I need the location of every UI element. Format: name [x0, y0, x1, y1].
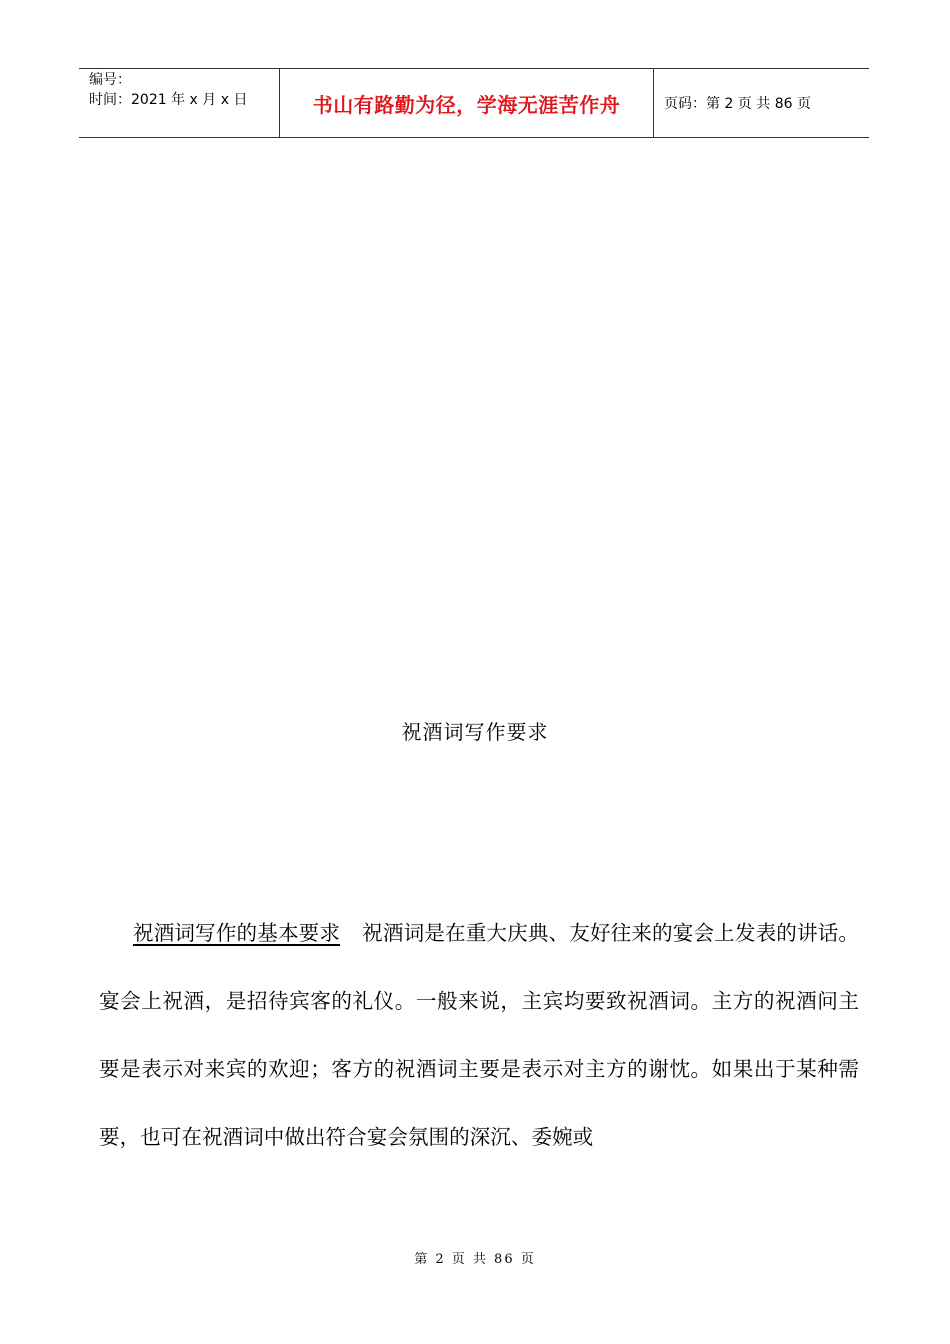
lead-phrase: 祝酒词写作的基本要求: [133, 921, 341, 945]
header-motto-cell: [280, 69, 654, 137]
header-meta-cell: [79, 69, 280, 137]
page-footer: [0, 1248, 950, 1267]
document-header: [79, 68, 869, 138]
footer-page-text: 第 2 页 共 86 页: [414, 1252, 536, 1267]
body-paragraph: [99, 899, 859, 1171]
header-page-info: 页码：第 2 页 共 86 页: [664, 96, 811, 112]
header-page-cell: [654, 69, 869, 137]
header-motto: 书山有路勤为径，学海无涯苦作舟: [312, 92, 621, 117]
document-number-label: 编号：: [89, 72, 131, 88]
document-title: 祝酒词写作要求: [401, 720, 549, 744]
document-date-label: 时间：2021 年 x 月 x 日: [89, 92, 248, 108]
paragraph-text: 祝酒词是在重大庆典、友好往来的宴会上发表的讲话。宴会上祝酒，是招待宾客的礼仪。一般来说，主宾均要致祝酒词。主方的祝酒问主要是表示对来宾的欢迎；客方的祝酒词主要是表示对主方的谢忱。如果出于某种需要，也可在祝酒词中做出符合宴会氛围的深沉、委婉或: [99, 921, 860, 1149]
